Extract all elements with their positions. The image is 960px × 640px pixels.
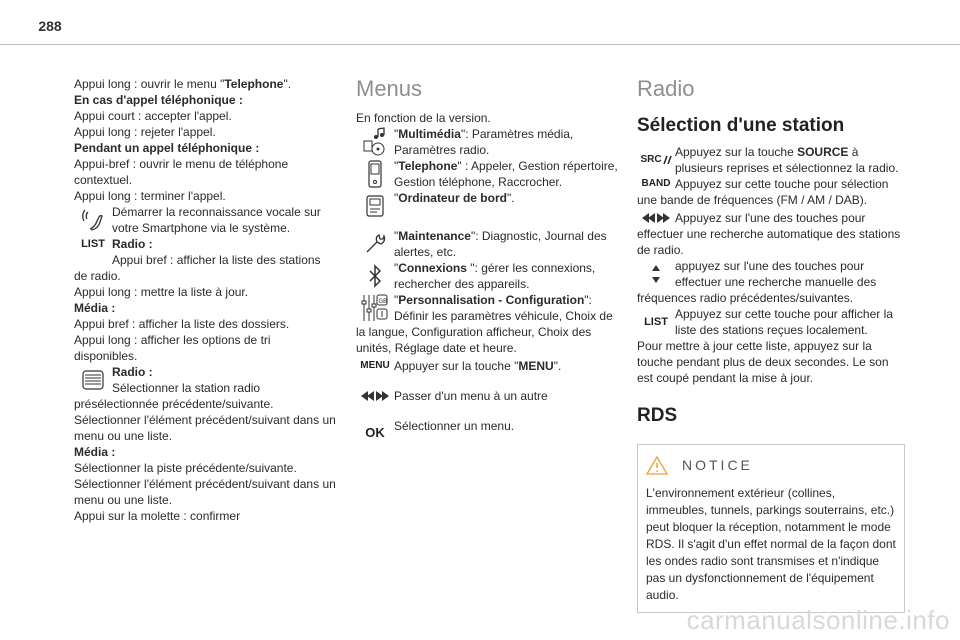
radio2-text: Sélectionner la station radio présélectionnée précédente/suivante. xyxy=(74,381,274,411)
heading-during-call: Pendant un appel téléphonique : xyxy=(74,141,260,155)
menu-settings-text: "Personnalisation - Configuration": Définir les paramètres véhicule, Choix de la langue, Configuration afficheur, Choix des unités, Réglage date et heure. xyxy=(356,293,613,355)
thumbwheel-icon xyxy=(74,364,112,396)
left-right-arrows-icon xyxy=(356,388,394,404)
radio-long-text: Appui long : mettre la liste à jour. xyxy=(74,285,249,299)
menu-maintenance-text: "Maintenance": Diagnostic, Journal des alertes, etc. xyxy=(394,229,607,259)
menu-trip-computer-text: "Ordinateur de bord". xyxy=(394,191,515,205)
radio2-text2: Sélectionner l'élément précédent/suivant dans un menu ou une liste. xyxy=(74,413,336,443)
media-brief-text: Appui bref : afficher la liste des dossiers. xyxy=(74,317,290,331)
watermark: carmanualsonline.info xyxy=(686,605,950,635)
media2-text2: Sélectionner l'élément précédent/suivant dans un menu ou une liste. xyxy=(74,477,336,507)
accept-call-text: Appui court : accepter l'appel. xyxy=(74,109,232,123)
header-divider xyxy=(0,44,960,45)
menu-multimedia-text: "Multimédia": Paramètres média, Paramètres radio. xyxy=(394,127,574,157)
radio-brief-text: Appui bref : afficher la liste des stations de radio. xyxy=(74,253,321,283)
menu-multimedia xyxy=(356,126,622,158)
radio-title: Radio xyxy=(637,76,695,101)
menu-trip-computer xyxy=(356,190,622,222)
radio-heading: Radio : xyxy=(112,237,153,251)
wheel-confirm-text: Appui sur la molette : confirmer xyxy=(74,509,241,523)
settings-icon xyxy=(356,292,394,324)
menu-telephone xyxy=(356,158,622,190)
multimedia-icon xyxy=(356,126,394,158)
column-menus xyxy=(356,76,622,440)
menus-title: Menus xyxy=(356,76,423,101)
rds-heading: RDS xyxy=(637,405,678,426)
source-row xyxy=(637,144,905,176)
manual-search-row xyxy=(637,258,905,306)
menu-key-row xyxy=(356,358,622,374)
seek-arrows-icon xyxy=(637,210,675,226)
notice-title: NOTICE xyxy=(682,457,753,473)
page-number: 288 xyxy=(38,18,62,34)
column-radio xyxy=(637,76,905,613)
menus-intro: En fonction de la version. xyxy=(356,111,491,125)
list-row xyxy=(637,306,905,338)
manual-search-text: appuyez sur l'une des touches pour effectuer une recherche manuelle des fréquences radio précédentes/suivantes. xyxy=(637,259,877,305)
band-row xyxy=(637,176,905,208)
list-button-icon: LIST xyxy=(81,238,105,250)
media-long-text: Appui long : afficher les options de tri disponibles. xyxy=(74,333,271,363)
voice-recognition-text: Démarrer la reconnaissance vocale sur votre Smartphone via le système. xyxy=(112,205,321,235)
wheel-row xyxy=(74,364,336,412)
arrows-text: Passer d'un menu à un autre xyxy=(394,389,548,403)
auto-search-text: Appuyez sur l'une des touches pour effectuer une recherche automatique des stations de radio. xyxy=(637,211,901,257)
bluetooth-icon xyxy=(356,260,394,292)
update-list-text: Pour mettre à jour cette liste, appuyez sur la touche pendant plus de deux secondes. Le son est coupé pendant la mise à jour. xyxy=(637,339,889,385)
menu-connections-text: "Connexions ": gérer les connexions, rechercher des appareils. xyxy=(394,261,596,291)
notice-box xyxy=(637,444,905,613)
ok-row xyxy=(356,418,622,440)
context-menu-text: Appui-bref : ouvrir le menu de téléphone contextuel. xyxy=(74,157,289,187)
menu-connections xyxy=(356,260,622,292)
menu-button-icon: MENU xyxy=(360,360,390,371)
arrows-row xyxy=(356,388,622,404)
menu-telephone-text: "Telephone" : Appeler, Gestion répertoire, Gestion téléphone, Raccrocher. xyxy=(394,159,618,189)
media2-text: Sélectionner la piste précédente/suivante. xyxy=(74,461,297,475)
menu-key-text: Appuyer sur la touche "MENU". xyxy=(394,359,562,373)
notice-text: L'environnement extérieur (collines, immeubles, tunnels, parkings souterrains, etc.) peut bloquer la réception, notamment le mode RDS. Il s'agit d'un effet normal de la façon dont les ondes radio sont transmises et n'indique pas un dysfonctionnement de l'équipement audio. xyxy=(646,486,896,602)
voice-recognition-row xyxy=(74,204,336,236)
station-heading: Sélection d'une station xyxy=(637,115,845,136)
menu-maintenance xyxy=(356,228,622,260)
svg-text:GB: GB xyxy=(378,299,388,305)
reject-call-text: Appui long : rejeter l'appel. xyxy=(74,125,216,139)
heading-incoming-call: En cas d'appel téléphonique : xyxy=(74,93,243,107)
warning-icon xyxy=(646,455,668,475)
voice-recognition-icon xyxy=(74,204,112,236)
end-call-text: Appui long : terminer l'appel. xyxy=(74,189,226,203)
column-phone-controls xyxy=(74,76,336,524)
telephone-long-press: Appui long : ouvrir le menu "Telephone". xyxy=(74,77,292,91)
wrench-icon xyxy=(356,228,394,260)
ok-text: Sélectionner un menu. xyxy=(394,419,515,433)
source-text: Appuyez sur la touche SOURCE à plusieurs reprises et sélectionnez la radio. xyxy=(675,145,899,175)
list-text: Appuyez sur cette touche pour afficher la liste des stations reçues localement. xyxy=(675,307,893,337)
media-heading: Média : xyxy=(74,301,116,315)
media2-heading: Média : xyxy=(74,445,116,459)
trip-computer-icon xyxy=(356,190,394,222)
list-button-icon-radio: LIST xyxy=(644,316,668,328)
auto-search-row xyxy=(637,210,905,258)
notice-header xyxy=(646,455,896,475)
band-text: Appuyez sur cette touche pour sélection une bande de fréquences (FM / AM / DAB). xyxy=(637,177,889,207)
menu-settings xyxy=(356,292,622,356)
source-button-icon: SRC xyxy=(637,144,675,176)
up-down-arrows-icon xyxy=(637,258,675,290)
band-button-icon: BAND xyxy=(641,178,671,189)
radio2-heading: Radio : xyxy=(112,365,153,379)
list-button-row xyxy=(74,236,336,252)
ok-button-icon: OK xyxy=(365,425,385,440)
telephone-icon xyxy=(356,158,394,190)
